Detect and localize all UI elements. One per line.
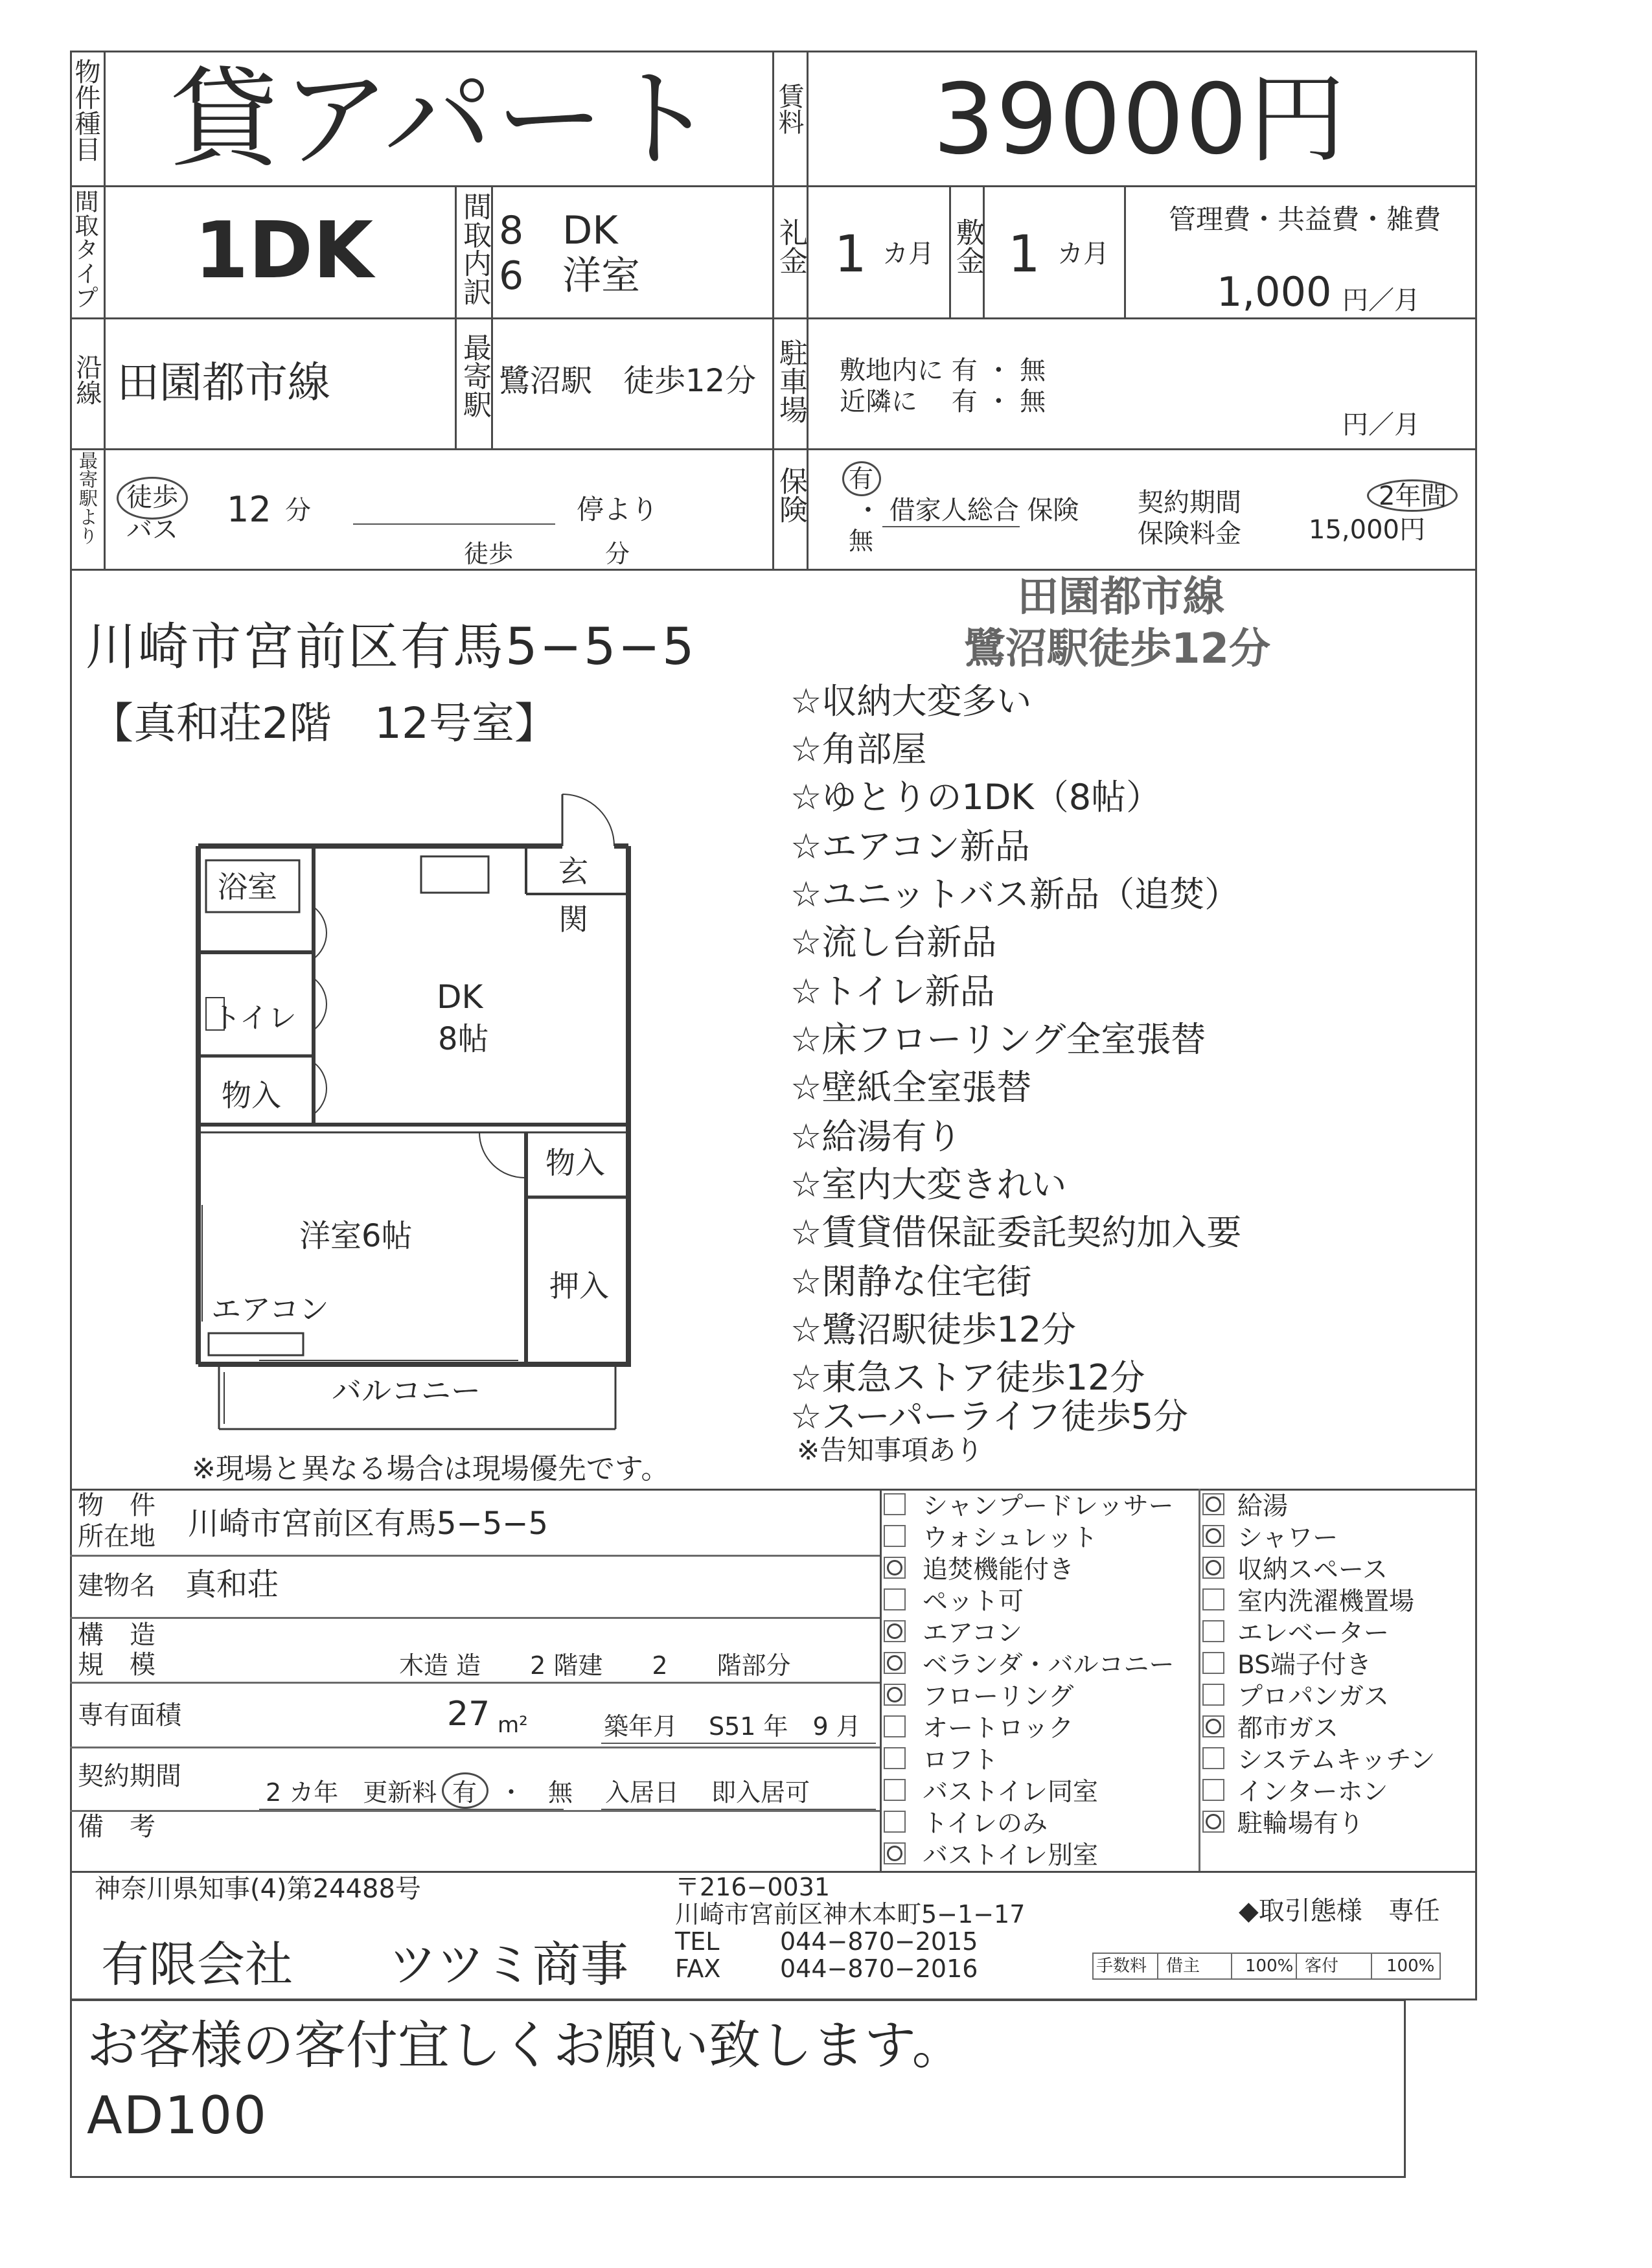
amenity-checkbox[interactable] (884, 1715, 906, 1737)
amenity-label: シャワー (1237, 1524, 1338, 1553)
building-heading: 【真和荘2階 12号室】 (91, 698, 557, 748)
amenity-checkbox[interactable] (884, 1557, 906, 1579)
parking-label: 駐車場 (774, 338, 807, 424)
layout-label: 間取タイプ (71, 189, 98, 309)
building-name-label: 建物名 (78, 1571, 155, 1601)
checked-circle-icon (1206, 1719, 1221, 1734)
amenity-label: エアコン (923, 1619, 1023, 1648)
reikin-value: 1 (834, 225, 867, 284)
amenity-checkbox[interactable] (884, 1747, 906, 1769)
amenity-label: プロパンガス (1237, 1682, 1390, 1712)
amenity-checkbox[interactable] (884, 1779, 906, 1801)
tel-label: TEL (675, 1927, 720, 1956)
built-label: 築年月 (604, 1712, 678, 1741)
amenity-checkbox[interactable] (1202, 1715, 1224, 1737)
fee-unit: 円／月 (1342, 286, 1420, 315)
reikin-unit: カ月 (882, 239, 934, 269)
fp-storage: 物入 (222, 1078, 281, 1113)
checked-circle-icon (887, 1687, 902, 1702)
divider (455, 185, 457, 448)
parking-line2: 近隣に 有 ・ 無 (840, 387, 1046, 417)
access-min-unit: 分 (285, 496, 311, 525)
bus-stop-blank (353, 523, 555, 525)
address-heading: 川崎市宮前区有馬5−5−5 (86, 618, 696, 676)
amenity-checkbox[interactable] (1202, 1557, 1224, 1579)
fee-cell: 100% (1245, 1956, 1294, 1976)
details-divider (1199, 1489, 1200, 1871)
built-value: S51 年 9 月 (709, 1712, 861, 1741)
feature-item: ☆閑静な住宅街 (790, 1261, 1032, 1302)
feature-item: ☆壁紙全室張替 (790, 1067, 1032, 1108)
structure-label: 構 造 (78, 1620, 155, 1650)
fp-bath: 浴室 (218, 869, 277, 904)
stop-from: 停より (577, 494, 659, 525)
fax-label: FAX (675, 1954, 721, 1983)
contract-term-value: 2 カ年 更新料 (266, 1778, 437, 1807)
feature-item: ☆鷺沼駅徒歩12分 (790, 1309, 1077, 1350)
amenity-label: 室内洗濯機置場 (1237, 1587, 1415, 1616)
insurance-name: ・ 借家人総合 保険 (855, 496, 1079, 525)
footer-ad: AD100 (87, 2085, 268, 2146)
feature-item: ☆トイレ新品 (790, 971, 995, 1012)
shikikin-value: 1 (1008, 225, 1040, 284)
notice: ※告知事項あり (797, 1434, 983, 1466)
feature-item: ☆角部屋 (790, 729, 927, 770)
amenity-checkbox[interactable] (1202, 1684, 1224, 1706)
layout-value: 1DK (194, 206, 374, 296)
fp-storage: 物入 (545, 1145, 605, 1180)
details-divider (880, 1489, 882, 1871)
location-label: 物 件 (78, 1491, 155, 1520)
amenity-label: BS端子付き (1237, 1651, 1371, 1680)
type-label: 物件種目 (71, 58, 100, 162)
line-label: 沿線 (72, 354, 102, 406)
amenity-checkbox[interactable] (884, 1842, 906, 1864)
feature-item: ☆エアコン新品 (790, 826, 1030, 867)
trade-mode: ◆取引態様 専任 (1239, 1896, 1440, 1926)
amenity-label: 都市ガス (1237, 1714, 1339, 1743)
details-row-line (70, 1810, 880, 1812)
amenity-label: シャンプードレッサー (923, 1492, 1174, 1521)
layout-detail-line1: 8 DK (499, 208, 618, 253)
feature-item: ☆室内大変きれい (790, 1164, 1067, 1205)
contract-term-label: 契約期間 (78, 1761, 181, 1791)
built-underline (601, 1743, 876, 1744)
station-label: 最寄駅 (458, 333, 491, 418)
feature-item: ☆床フローリング全室張替 (790, 1019, 1206, 1060)
amenity-checkbox[interactable] (884, 1652, 906, 1674)
fee-cell: 借主 (1166, 1956, 1200, 1976)
details-top-line (70, 1489, 1477, 1491)
fee-cell: 手数料 (1096, 1956, 1147, 1976)
amenity-checkbox[interactable] (1202, 1652, 1224, 1674)
amenity-checkbox[interactable] (884, 1588, 906, 1610)
fp-western: 洋室6帖 (299, 1218, 413, 1254)
amenity-label: ベランダ・バルコニー (923, 1651, 1175, 1680)
company-address: 川崎市宮前区神木本町5−1−17 (675, 1900, 1026, 1929)
tel-number: 044−870−2015 (780, 1927, 978, 1956)
rent-label: 賃料 (774, 83, 804, 135)
layout-detail-label: 間取内訳 (458, 192, 491, 306)
renew-yes: 有 (452, 1778, 477, 1807)
walk-mark: 徒歩 (126, 483, 178, 512)
amenity-checkbox[interactable] (884, 1811, 906, 1833)
amenity-checkbox[interactable] (1202, 1747, 1224, 1769)
layout-detail-line2: 6 洋室 (499, 253, 641, 299)
amenity-label: 収納スペース (1237, 1555, 1388, 1585)
contract-label: 契約期間 (1138, 488, 1241, 518)
amenity-label: ロフト (923, 1746, 999, 1775)
access-minutes: 12 (227, 489, 271, 530)
insurance-fee-label: 保険料金 (1138, 519, 1241, 549)
bus-label: バス (126, 515, 178, 545)
checked-circle-icon (887, 1560, 902, 1575)
amenity-checkbox[interactable] (1202, 1620, 1224, 1642)
checked-circle-icon (1206, 1814, 1221, 1829)
fee-table-divider (1296, 1953, 1297, 1980)
feature-item: ☆ゆとりの1DK（8帖） (790, 777, 1162, 818)
amenity-checkbox[interactable] (884, 1493, 906, 1515)
walk2-min-unit: 分 (605, 540, 630, 568)
stamp-line2: 鷺沼駅徒歩12分 (964, 625, 1271, 673)
details-row-line (70, 1682, 880, 1684)
area-label: 専有面積 (78, 1701, 181, 1730)
fee-value: 1,000 (1217, 268, 1332, 315)
fee-cell: 100% (1386, 1956, 1435, 1976)
amenity-checkbox[interactable] (1202, 1811, 1224, 1833)
line-value: 田園都市線 (117, 358, 330, 407)
fp-entrance: 玄 (558, 854, 588, 889)
movein-underline (601, 1809, 876, 1810)
amenity-label: 追焚機能付き (923, 1555, 1075, 1585)
rent-value: 39000円 (933, 63, 1348, 176)
insurance-label: 保険 (774, 466, 807, 523)
amenity-label: ペット可 (923, 1587, 1024, 1616)
parking-line1: 敷地内に 有 ・ 無 (840, 356, 1046, 385)
company-name: 有限会社 ツツミ商事 (101, 1937, 628, 1993)
checked-circle-icon (1206, 1560, 1221, 1575)
fp-toilet: トイレ (212, 1002, 297, 1035)
type-value: 貸アパート (170, 56, 718, 183)
fp-closet: 押入 (549, 1268, 609, 1303)
location-value: 川崎市宮前区有馬5−5−5 (188, 1506, 549, 1542)
insurance-name-underline (882, 526, 1020, 527)
insurance-yes: 有 (849, 464, 874, 493)
stamp-line1: 田園都市線 (1017, 573, 1224, 621)
company-postal: 〒216−0031 (675, 1873, 831, 1901)
disclaimer: ※現場と異なる場合は現場優先です。 (192, 1452, 670, 1485)
row3-bottom-line (70, 448, 1477, 450)
checked-circle-icon (887, 1623, 902, 1639)
building-name-value: 真和荘 (185, 1566, 279, 1603)
divider (104, 51, 106, 569)
divider (491, 185, 493, 448)
insurance-fee-value: 15,000円 (1309, 515, 1425, 545)
amenity-label: エレベーター (1237, 1619, 1390, 1648)
row4-bottom-line (70, 569, 1477, 571)
amenity-label: ウォシュレット (923, 1524, 1098, 1553)
feature-item: ☆賃貸借保証委託契約加入要 (790, 1212, 1242, 1253)
area-unit: m² (498, 1712, 528, 1738)
amenity-checkbox[interactable] (1202, 1493, 1224, 1515)
amenity-checkbox[interactable] (1202, 1525, 1224, 1547)
footer-request: お客様の客付宜しくお願い致します。 (87, 2015, 964, 2076)
checked-circle-icon (1206, 1528, 1221, 1544)
amenity-label: インターホン (1237, 1778, 1388, 1807)
fee-table-divider (1371, 1953, 1372, 1980)
feature-item: ☆スーパーライフ徒歩5分 (790, 1396, 1189, 1437)
remarks-label: 備 考 (78, 1812, 155, 1842)
station-value: 鷺沼駅 徒歩12分 (499, 363, 757, 399)
license-number: 神奈川県知事(4)第24488号 (95, 1874, 421, 1904)
structure-label: 規 模 (78, 1650, 155, 1680)
amenity-label: バストイレ別室 (923, 1841, 1099, 1870)
movein-value: 即入居可 (711, 1778, 810, 1807)
amenity-label: 給湯 (1237, 1492, 1289, 1521)
fax-number: 044−870−2016 (780, 1954, 978, 1983)
fee-cell: 客付 (1305, 1956, 1339, 1976)
feature-item: ☆収納大変多い (790, 681, 1032, 722)
amenity-label: 駐輪場有り (1237, 1809, 1364, 1838)
renew-no: ・ 無 (499, 1778, 573, 1807)
feature-item: ☆給湯有り (790, 1116, 962, 1157)
details-row-line (70, 1555, 880, 1557)
location-label: 所在地 (78, 1522, 155, 1552)
access-label: 最寄駅より (76, 451, 98, 545)
fp-dk-size: 8帖 (438, 1021, 489, 1057)
reikin-label: 礼金 (774, 218, 807, 275)
amenity-label: トイレのみ (923, 1809, 1048, 1838)
checked-circle-icon (887, 1846, 902, 1861)
divider (1124, 185, 1126, 317)
details-row-line (70, 1617, 880, 1619)
fp-dk: DK (437, 978, 483, 1016)
shikikin-unit: カ月 (1057, 239, 1109, 269)
area-value: 27 (447, 1695, 490, 1734)
fp-entrance: 関 (558, 902, 588, 937)
amenity-checkbox[interactable] (884, 1684, 906, 1706)
amenity-label: システムキッチン (1237, 1746, 1436, 1775)
shikikin-label: 敷金 (951, 218, 984, 275)
fp-balcony: バルコニー (332, 1373, 481, 1408)
feature-item: ☆流し台新品 (790, 922, 997, 963)
amenity-checkbox[interactable] (1202, 1588, 1224, 1610)
structure-value: 木造 造 2 階建 2 階部分 (399, 1651, 791, 1680)
movein-label: 入居日 (605, 1778, 680, 1807)
contract-underline (259, 1809, 564, 1810)
checked-circle-icon (1206, 1496, 1221, 1512)
checked-circle-icon (887, 1655, 902, 1671)
fp-aircon: エアコン (211, 1292, 329, 1327)
fee-table-divider (1157, 1953, 1158, 1980)
contract-value: 2年間 (1379, 481, 1447, 511)
fee-table-divider (1231, 1953, 1232, 1980)
feature-item: ☆ユニットバス新品（追焚） (790, 874, 1240, 915)
details-row-line (70, 1747, 880, 1748)
amenity-label: フローリング (923, 1682, 1074, 1712)
amenity-label: バストイレ同室 (923, 1778, 1099, 1807)
amenity-label: オートロック (923, 1714, 1074, 1743)
walk2-label: 徒歩 (464, 540, 514, 568)
amenity-checkbox[interactable] (884, 1525, 906, 1547)
parking-unit: 円／月 (1342, 410, 1420, 440)
amenity-checkbox[interactable] (1202, 1779, 1224, 1801)
feature-item: ☆東急ストア徒歩12分 (790, 1357, 1145, 1398)
amenity-checkbox[interactable] (884, 1620, 906, 1642)
insurance-no: 無 (849, 527, 874, 555)
fee-label: 管理費・共益費・雑費 (1169, 203, 1441, 235)
